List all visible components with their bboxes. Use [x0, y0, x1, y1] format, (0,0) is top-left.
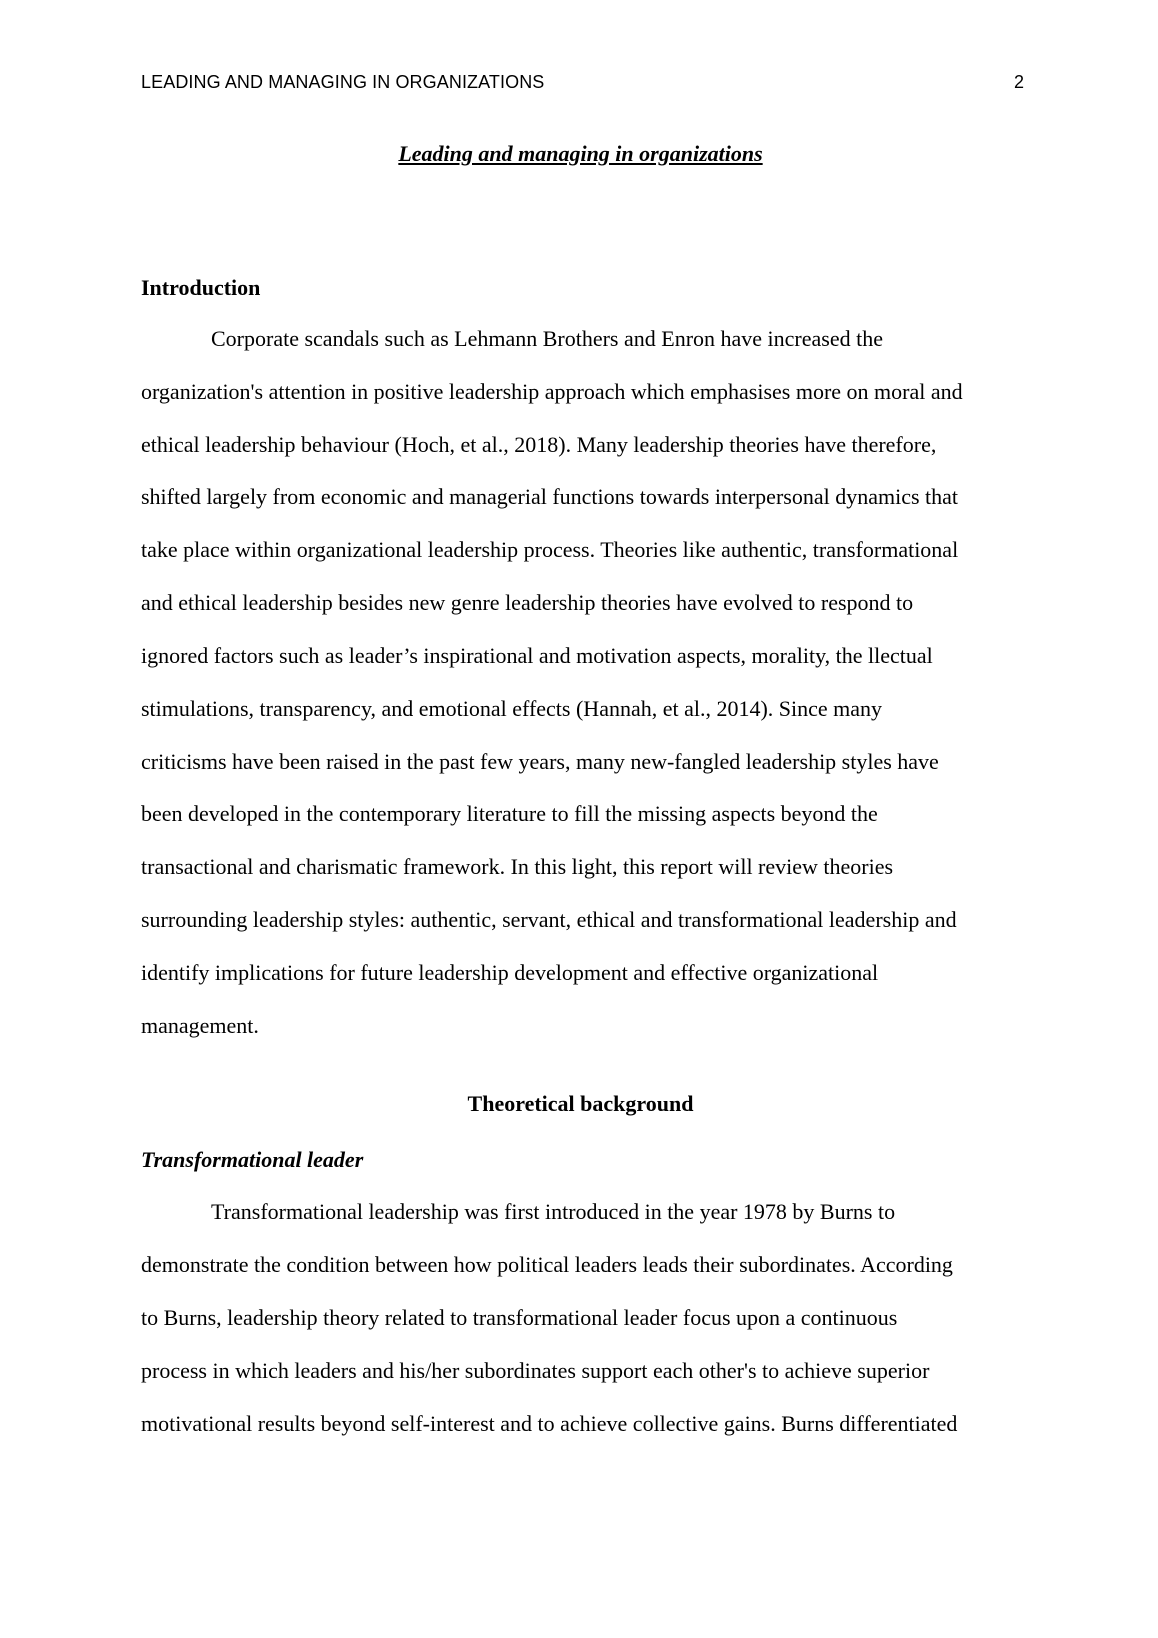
- paragraph-line: take place within organizational leadership process. Theories like authentic, transformational: [141, 537, 959, 562]
- paragraph-line: organization's attention in positive leadership approach which emphasises more on moral and: [141, 379, 963, 404]
- transformational-leader-subheading: Transformational leader: [141, 1147, 364, 1172]
- introduction-heading: Introduction: [141, 275, 261, 300]
- paragraph-line: been developed in the contemporary literature to fill the missing aspects beyond the: [141, 801, 878, 826]
- paragraph-line: surrounding leadership styles: authentic, servant, ethical and transformational leadership and: [141, 907, 957, 932]
- paragraph-line: motivational results beyond self-interest and to achieve collective gains. Burns differentiated: [141, 1411, 958, 1436]
- paragraph-line: ethical leadership behaviour (Hoch, et al., 2018). Many leadership theories have therefore,: [141, 432, 937, 457]
- document-title: Leading and managing in organizations: [398, 141, 763, 166]
- paragraph-line: ignored factors such as leader’s inspirational and motivation aspects, morality, the llectual: [141, 643, 933, 668]
- paragraph-line: and ethical leadership besides new genre leadership theories have evolved to respond to: [141, 590, 914, 615]
- paragraph-line: demonstrate the condition between how political leaders leads their subordinates. According: [141, 1252, 953, 1277]
- page-number: 2: [1013, 72, 1024, 92]
- paragraph-line: criticisms have been raised in the past few years, many new-fangled leadership styles have: [141, 749, 939, 774]
- paragraph-line: management.: [141, 1013, 259, 1038]
- paragraph-line: shifted largely from economic and managerial functions towards interpersonal dynamics that: [141, 484, 959, 509]
- paragraph-line: Corporate scandals such as Lehmann Brothers and Enron have increased the: [211, 326, 883, 351]
- paragraph-line: stimulations, transparency, and emotional effects (Hannah, et al., 2014). Since many: [141, 696, 883, 721]
- theoretical-background-heading: Theoretical background: [467, 1091, 694, 1116]
- paragraph-line: transactional and charismatic framework. In this light, this report will review theories: [141, 854, 894, 879]
- paragraph-line: to Burns, leadership theory related to transformational leader focus upon a continuous: [141, 1305, 898, 1330]
- paragraph-line: identify implications for future leadership development and effective organizational: [141, 960, 879, 985]
- paragraph-line: Transformational leadership was first introduced in the year 1978 by Burns to: [211, 1199, 896, 1224]
- running-header-title: LEADING AND MANAGING IN ORGANIZATIONS: [141, 72, 545, 92]
- paragraph-line: process in which leaders and his/her subordinates support each other's to achieve superior: [141, 1358, 930, 1383]
